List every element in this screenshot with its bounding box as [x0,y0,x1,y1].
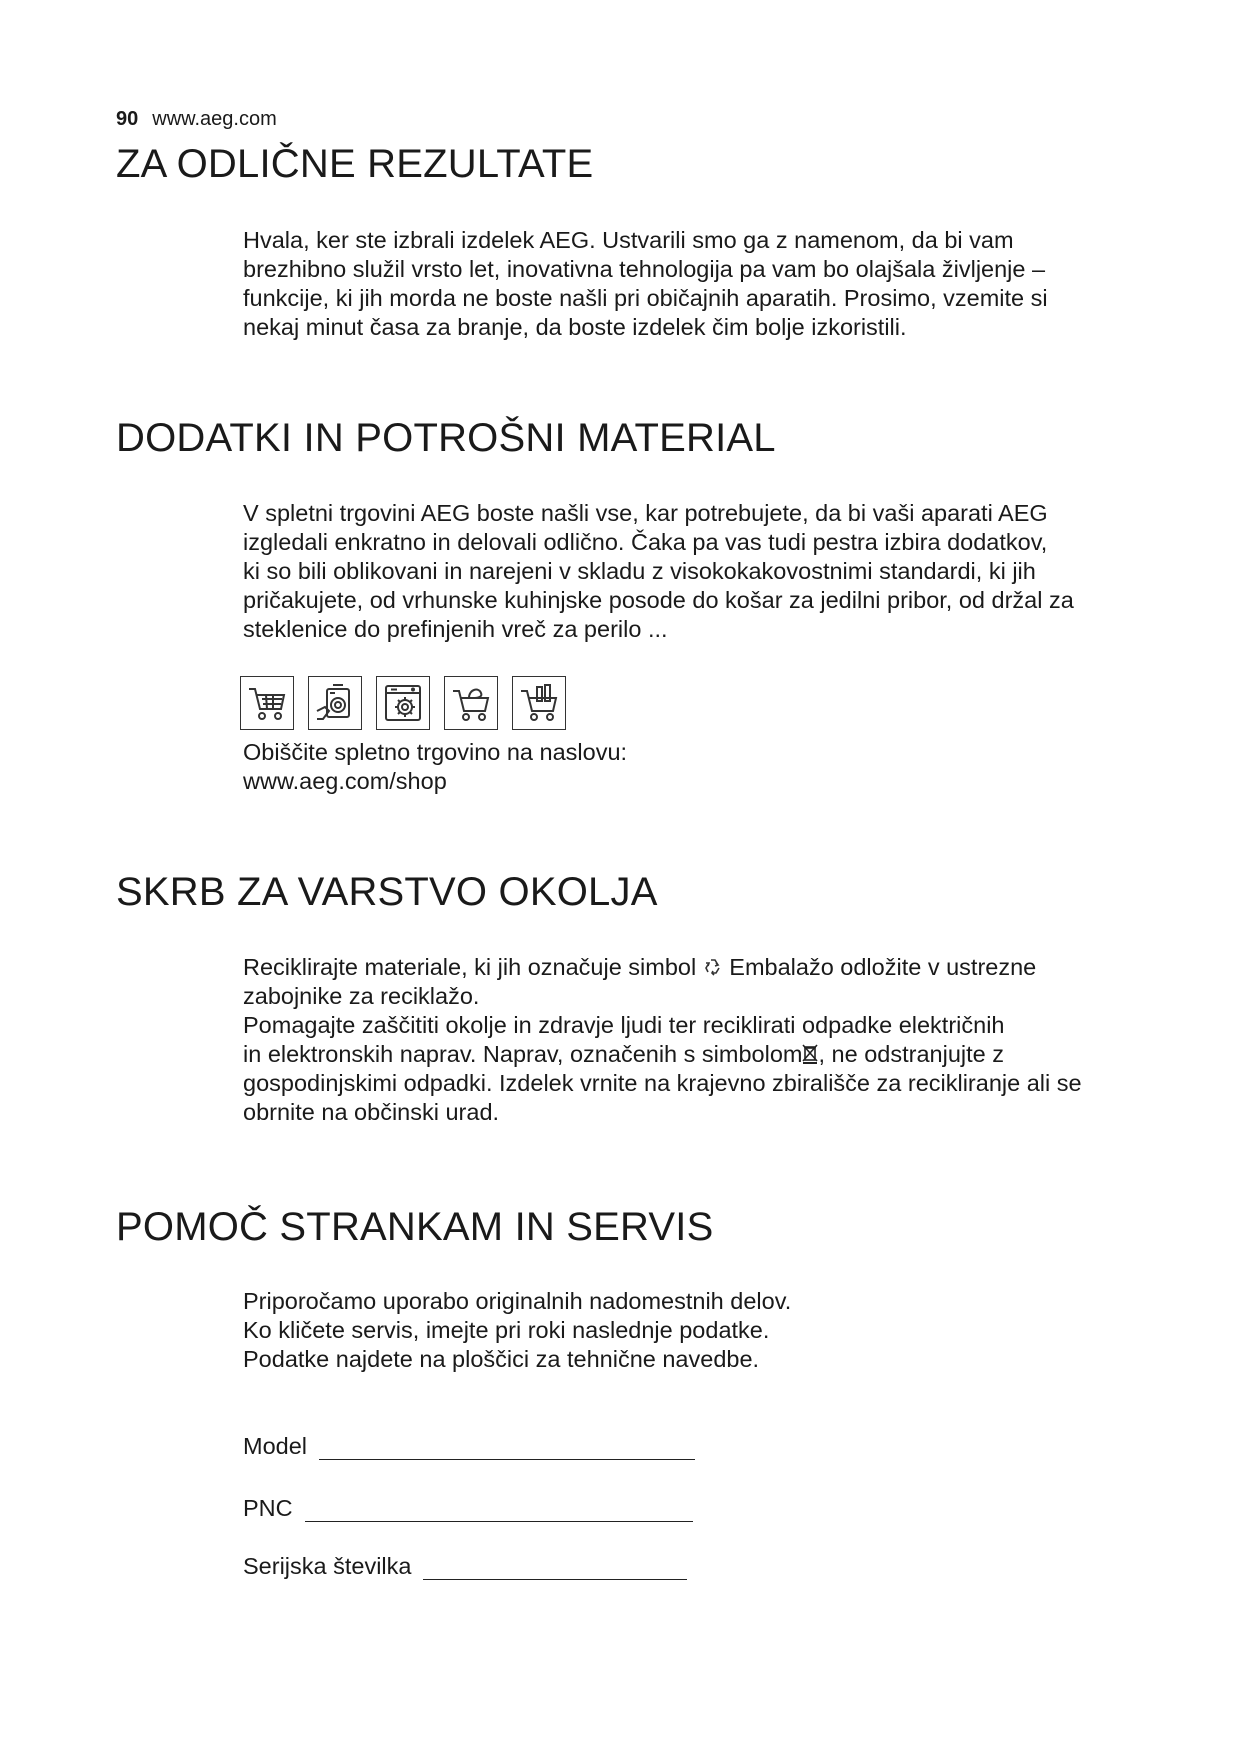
shopping-cart-icon [240,676,294,730]
text-line: funkcije, ki jih morda ne boste našli pri običajnih aparatih. Prosimo, vzemite si [243,285,1048,311]
header-url: www.aeg.com [152,108,277,130]
text-line: brezhibno služil vrsto let, inovativna tehnologija pa vam bo olajšala življenje – [243,256,1046,282]
text-line [243,953,1163,982]
serial-row [243,1553,687,1580]
service-paragraph [243,1287,1163,1374]
text-line: Pomagajte zaščititi okolje in zdravje ljudi ter reciklirati odpadke električnih [243,1012,1005,1038]
recycle-icon [703,957,723,977]
text-segment: Reciklirajte materiale, ki jih označuje simbol [243,954,697,980]
page-number: 90 [116,108,139,130]
shop-url: www.aeg.com/shop [243,768,447,794]
model-label: Model [243,1433,308,1459]
pnc-field[interactable] [305,1495,693,1522]
section-title-environment: SKRB ZA VARSTVO OKOLJA [116,870,658,914]
model-row [243,1433,695,1460]
pnc-label: PNC [243,1495,293,1521]
text-line: zabojnike za reciklažo. [243,983,480,1009]
section-title-results: ZA ODLIČNE REZULTATE [116,142,594,186]
text-line: nekaj minut časa za branje, da boste izdelek čim bolje izkoristili. [243,314,907,340]
text-line: Podatke najdete na ploščici za tehnične navedbe. [243,1346,760,1372]
text-line: V spletni trgovini AEG boste našli vse, kar potrebujete, da bi vaši aparati AEG [243,500,1048,526]
text-line: Ko kličete servis, imejte pri roki naslednje podatke. [243,1317,770,1343]
text-line: Priporočamo uporabo originalnih nadomestnih delov. [243,1288,792,1314]
crossed-bin-icon [802,1044,818,1064]
text-line: izgledali enkratno in delovali odlično. Čaka pa vas tudi pestra izbira dodatkov, [243,529,1048,555]
text-line: obrnite na občinski urad. [243,1099,500,1125]
text-line: pričakujete, od vrhunske kuhinjske posode do košar za jedilni pribor, od držal za [243,587,1074,613]
text-line: Hvala, ker ste izbrali izdelek AEG. Ustvarili smo ga z namenom, da bi vam [243,227,1014,253]
text-segment: , ne odstranjujte z [818,1041,1004,1067]
pnc-row [243,1495,693,1522]
text-line: steklenice do prefinjenih vreč za perilo ... [243,616,668,642]
text-line: Obiščite spletno trgovino na naslovu: [243,739,628,765]
model-field[interactable] [319,1433,695,1460]
cart-with-bottles-icon [512,676,566,730]
shop-visit-text [243,738,1163,796]
section-title-service: POMOČ STRANKAM IN SERVIS [116,1205,714,1249]
text-line: gospodinjskimi odpadki. Izdelek vrnite na krajevno zbirališče za recikliranje ali se [243,1070,1082,1096]
text-line [243,1040,1163,1069]
appliance-gear-icon [376,676,430,730]
serial-field[interactable] [423,1553,687,1580]
text-line: ki so bili oblikovani in narejeni v skladu z visokokakovostnimi standardi, ki jih [243,558,1036,584]
serial-label: Serijska številka [243,1553,412,1579]
washing-machine-hand-icon [308,676,362,730]
section-title-accessories: DODATKI IN POTROŠNI MATERIAL [116,416,776,460]
accessories-paragraph [243,499,1163,644]
shop-icons-row [240,676,566,730]
cart-with-items-icon [444,676,498,730]
text-segment: in elektronskih naprav. Naprav, označenih s simbolom [243,1041,803,1067]
text-segment: Embalažo odložite v ustrezne [729,954,1037,980]
page-header [116,108,277,131]
environment-paragraph [243,953,1163,1127]
results-paragraph [243,226,1163,342]
